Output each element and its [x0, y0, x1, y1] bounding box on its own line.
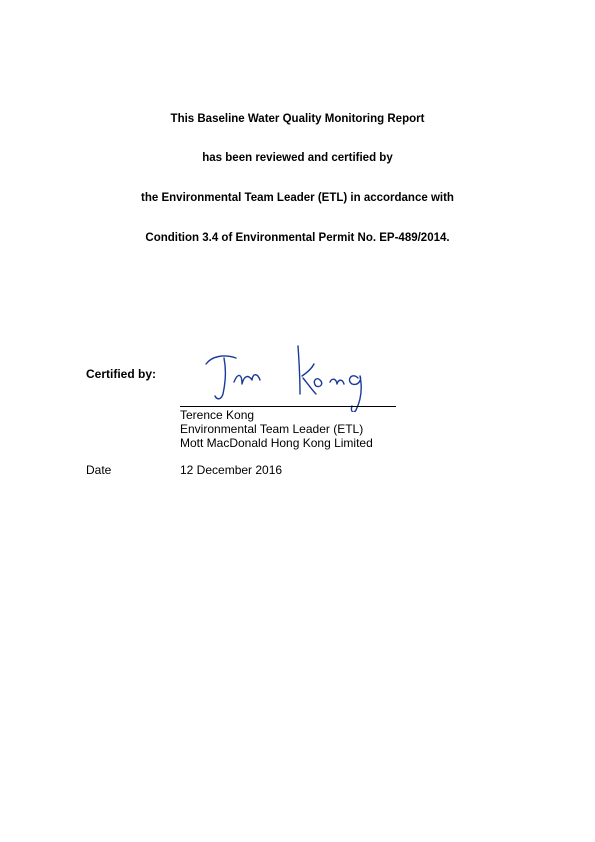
certification-line-4: Condition 3.4 of Environmental Permit No. EP-489/2014. [145, 232, 450, 244]
signature-drawing [190, 334, 380, 412]
signature-line [180, 406, 396, 407]
certified-by-label: Certified by: [86, 367, 157, 381]
signer-company: Mott MacDonald Hong Kong Limited [180, 436, 373, 450]
date-value: 12 December 2016 [180, 463, 283, 477]
signature-image [190, 334, 380, 412]
signer-title: Environmental Team Leader (ETL) [180, 422, 364, 436]
date-label: Date [86, 463, 112, 477]
certification-line-1: This Baseline Water Quality Monitoring Report [170, 113, 425, 125]
signer-name: Terence Kong [180, 408, 255, 422]
certification-line-3: the Environmental Team Leader (ETL) in accordance with [141, 192, 454, 204]
certification-line-2: has been reviewed and certified by [202, 152, 393, 164]
